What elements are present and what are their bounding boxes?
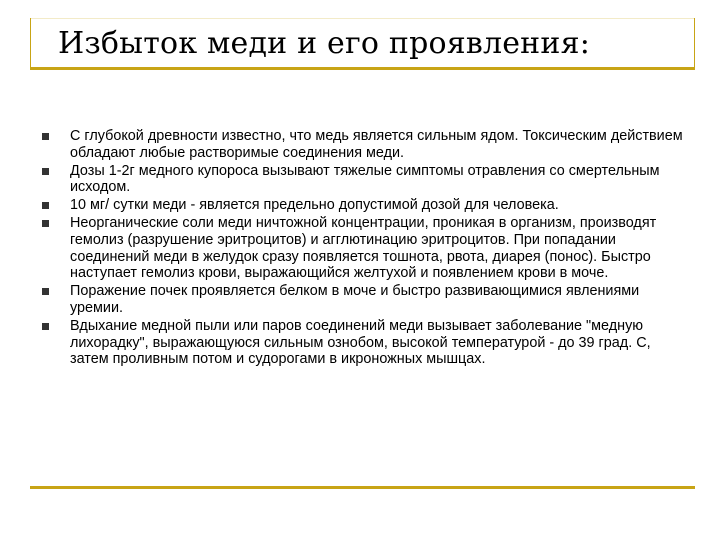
bullet-item [38,128,688,162]
bullet-text: Неорганические соли меди ничтожной концентрации, проникая в организм, производят гемолиз (разрушение эритроцитов) и агглютинацию эритроцитов. При попадании соединений меди в желудок сразу появляется тошнота, рвота, диарея (понос). Быстро наступает гемолиз крови, выражающийся желтухой и появлением крови в моче. [70,214,657,282]
bullet-text: Вдыхание медной пыли или паров соединений меди вызывает заболевание "медную лихорадку", выражающуюся сильным ознобом, высокой температурой - до 39 град. С, затем проливным потом и судорогами в икроножных мышцах. [70,317,651,368]
bullet-text: С глубокой древности известно, что медь является сильным ядом. Токсическим действием обладают любые растворимые соединения меди. [70,128,683,161]
bullet-item [38,283,688,317]
square-bullet-icon [42,288,49,295]
slide-content [38,128,688,369]
square-bullet-icon [42,323,49,330]
bullet-item [38,197,688,214]
square-bullet-icon [42,133,49,140]
bullet-text: Дозы 1-2г медного купороса вызывают тяжелые симптомы отравления со смертельным исходом. [70,162,660,196]
bullet-list [38,128,688,368]
title-top-rule [30,18,695,19]
slide-title: Избыток меди и его проявления: [58,26,591,61]
title-underline [30,67,695,70]
square-bullet-icon [42,202,49,209]
bullet-text: 10 мг/ сутки меди - является предельно допустимой дозой для человека. [70,197,559,214]
square-bullet-icon [42,220,49,227]
bullet-item [38,215,688,282]
title-left-rule [30,18,31,70]
bullet-item [38,163,688,197]
bottom-rule [30,486,695,489]
bullet-text: Поражение почек проявляется белком в моче и быстро развивающимися явлениями уремии. [70,283,640,316]
bullet-item [38,318,688,368]
title-right-rule [694,18,695,70]
square-bullet-icon [42,168,49,175]
